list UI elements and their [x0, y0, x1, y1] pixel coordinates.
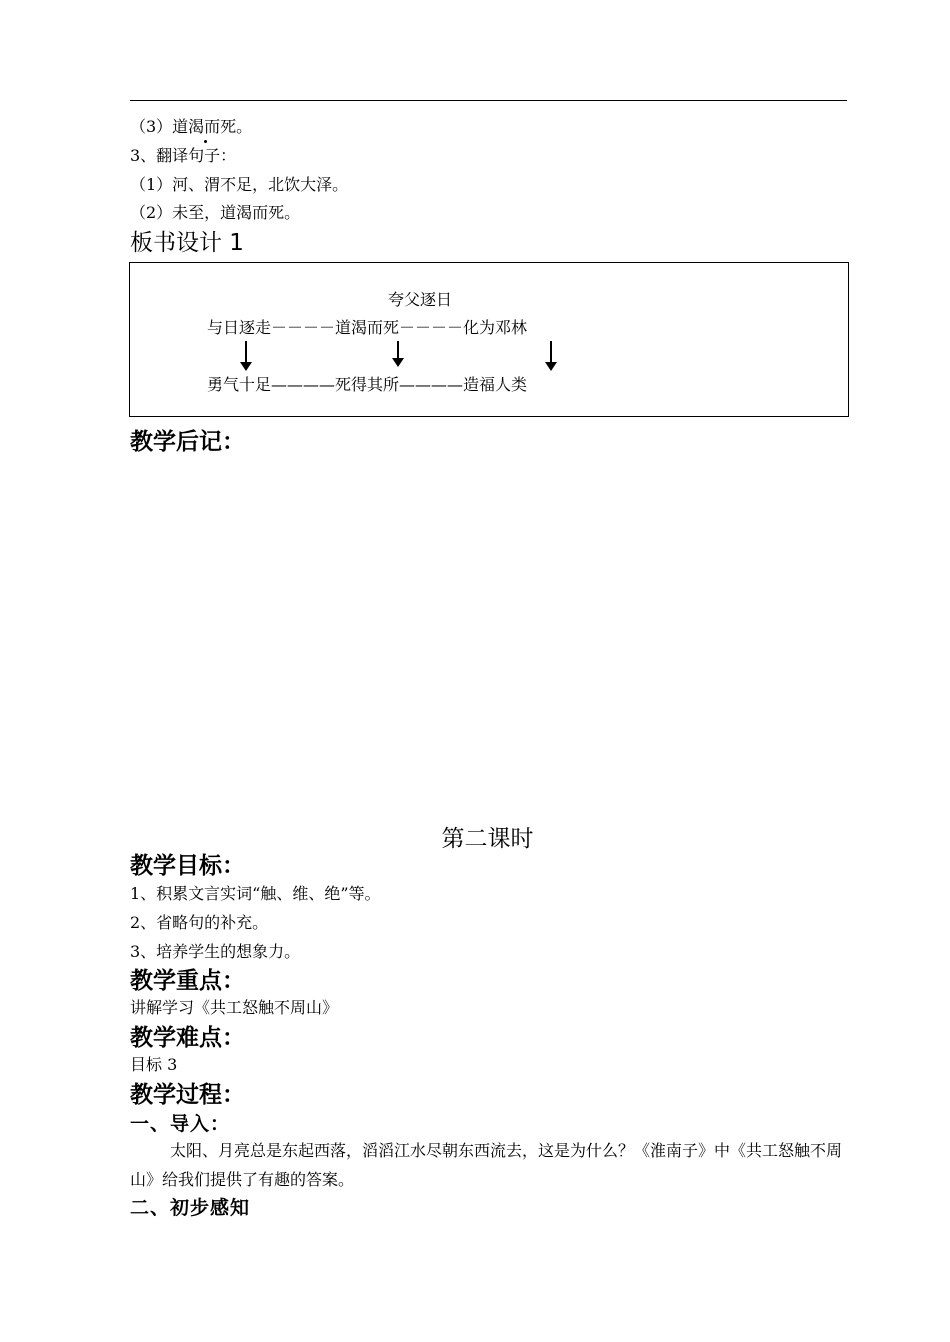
down-arrow-icon — [245, 341, 247, 363]
goals-heading: 教学目标： — [130, 853, 245, 879]
key-points-text: 讲解学习《共工怒触不周山》 — [130, 998, 339, 1017]
board-design-box — [129, 262, 849, 417]
process-heading: 教学过程： — [130, 1082, 245, 1108]
goal-item: 1、积累文言实词“触、维、绝”等。 — [130, 884, 381, 903]
down-arrow-icon — [550, 341, 552, 363]
board-design-heading: 板书设计 1 — [130, 230, 244, 256]
board-title: 夸父逐日 — [388, 290, 453, 309]
step2-heading: 二、初步感知 — [130, 1197, 251, 1219]
text-line-translate-heading: 3、翻译句子： — [130, 146, 237, 165]
difficulty-text: 目标 3 — [130, 1055, 178, 1074]
step1-heading: 一、导入： — [130, 1113, 231, 1135]
goal-item: 2、省略句的补充。 — [130, 913, 269, 932]
board-row-2: 勇气十足————死得其所————造福人类 — [207, 375, 528, 394]
key-points-heading: 教学重点： — [130, 968, 245, 994]
emphasis-dot — [204, 140, 207, 143]
goal-item: 3、培养学生的想象力。 — [130, 942, 301, 961]
text-line-sentence1: （1）河、渭不足，北饮大泽。 — [130, 175, 349, 194]
lesson2-title: 第二课时 — [441, 826, 534, 852]
text-line-sentence2: （2）未至，道渴而死。 — [130, 203, 301, 222]
board-row-1: 与日逐走－－－－道渴而死－－－－化为邓林 — [207, 318, 528, 337]
afterword-heading: 教学后记： — [130, 429, 245, 455]
text-line-item3: （3）道渴而死。 — [130, 117, 253, 136]
header-rule — [130, 100, 847, 101]
down-arrow-icon — [397, 341, 399, 359]
step1-paragraph: 太阳、月亮总是东起西落，滔滔江水尽朝东西流去，这是为什么？《淮南子》中《共工怒触不周山》给我们提供了有趣的答案。 — [130, 1141, 843, 1189]
difficulty-heading: 教学难点： — [130, 1025, 245, 1051]
